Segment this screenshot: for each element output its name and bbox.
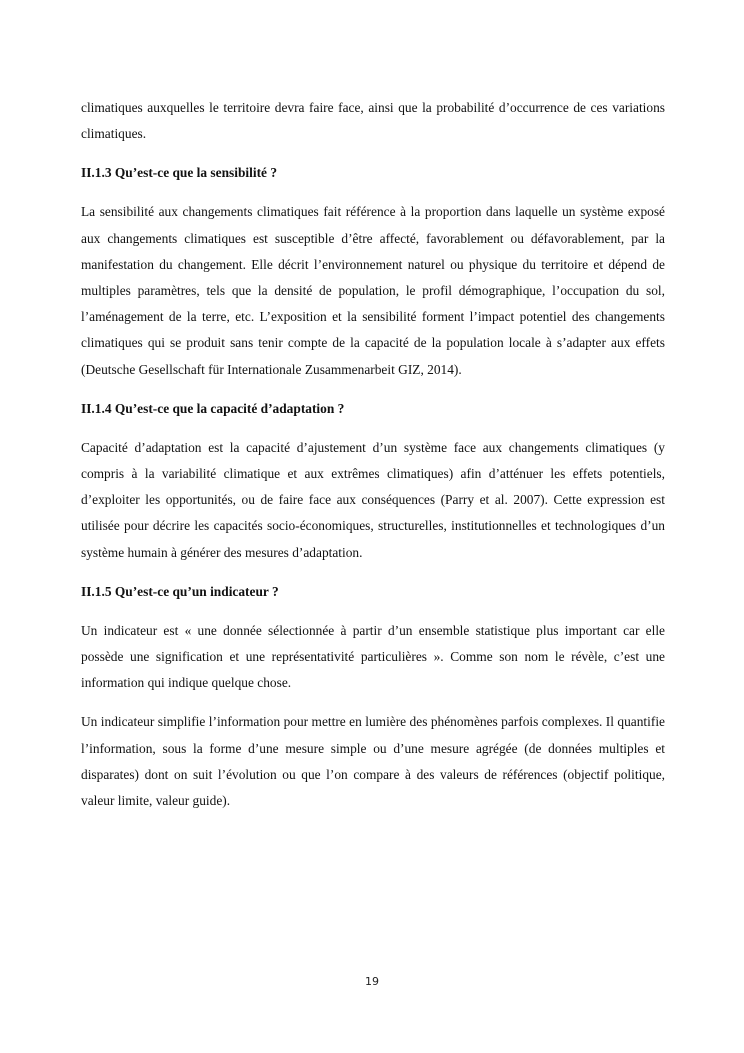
section-heading-capacite-adaptation: II.1.4 Qu’est-ce que la capacité d’adaptation ?: [81, 400, 345, 416]
paragraph-capacite-adaptation: Capacité d’adaptation est la capacité d’ajustement d’un système face aux changements climatiques (y compris à la variabilité climatique et aux extrêmes climatiques) afin d’atténuer les effets potentiels, d’exploiter les opportunités, ou de faire face aux conséquences (Parry et al. 2007). Cette expression est utilisée pour décrire les capacités socio-économiques, structurelles, institutionnelles et technologiques d’un système humain à générer des mesures d’adaptation.: [81, 439, 665, 560]
section-heading-sensibilite: II.1.3 Qu’est-ce que la sensibilité ?: [81, 165, 278, 181]
page-body: [81, 95, 665, 827]
paragraph-indicateur-simplifie: Un indicateur simplifie l’information pour mettre en lumière des phénomènes parfois complexes. Il quantifie l’information, sous la forme d’une mesure simple ou d’une mesure agrégée (de données multiples et disparates) dont on suit l’évolution ou que l’on compare à des valeurs de références (objectif politique, valeur limite, valeur guide).: [81, 714, 665, 809]
section-heading-indicateur: II.1.5 Qu’est-ce qu’un indicateur ?: [81, 583, 279, 599]
paragraph-continuation: climatiques auxquelles le territoire devra faire face, ainsi que la probabilité d’occurrence de ces variations climatiques.: [81, 100, 665, 142]
page-number: 19: [365, 975, 379, 988]
paragraph-sensibilite: La sensibilité aux changements climatiques fait référence à la proportion dans laquelle un système exposé aux changements climatiques est susceptible d’être affecté, favorablement ou défavorablement, par la manifestation du changement. Elle décrit l’environnement naturel ou physique du territoire et dépend de multiples paramètres, tels que la densité de population, le profil démographique, l’occupation du sol, l’aménagement de la terre, etc. L’exposition et la sensibilité forment l’impact potentiel des changements climatiques qui se produit sans tenir compte de la capacité de la population locale à s’adapter aux effets (Deutsche Gesellschaft für Internationale Zusammenarbeit GIZ, 2014).: [81, 204, 665, 377]
paragraph-indicateur-definition: Un indicateur est « une donnée sélectionnée à partir d’un ensemble statistique plus important car elle possède une signification et une représentativité particulières ». Comme son nom le révèle, c’est une information qui indique quelque chose.: [81, 622, 665, 691]
